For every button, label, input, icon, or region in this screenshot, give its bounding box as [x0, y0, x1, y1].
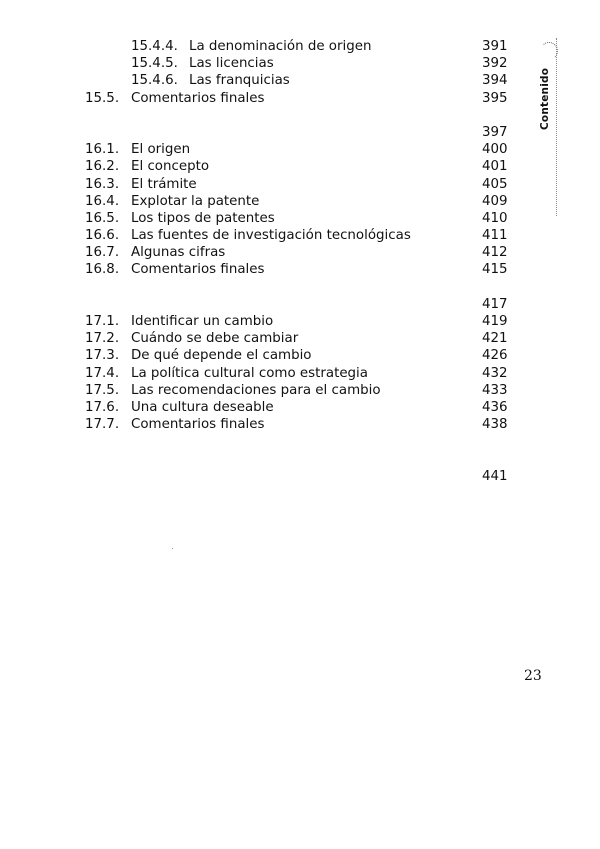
entry-title: De qué depende el cambio	[131, 348, 312, 364]
entry-page: 411	[482, 228, 508, 244]
entry-number: 15.4.6.	[131, 73, 178, 89]
entry-page: 436	[482, 399, 508, 415]
toc-entry	[0, 347, 600, 364]
entry-number: 15.4.5.	[131, 56, 178, 72]
entry-page: 432	[482, 365, 508, 381]
sidebar-label: Contenido	[539, 67, 551, 130]
entry-page: 401	[482, 159, 508, 175]
entry-page: 421	[482, 331, 508, 347]
entry-number: 15.5.	[85, 90, 120, 106]
entry-title: La denominación de origen	[189, 39, 372, 54]
toc-entry	[0, 90, 600, 107]
toc-entry	[0, 141, 600, 158]
entry-title: El concepto	[131, 159, 210, 175]
chapter-17-page: 417	[482, 296, 508, 312]
entry-page: 394	[482, 73, 508, 89]
entry-title: Los tipos de patentes	[131, 210, 275, 226]
table-of-contents	[0, 38, 600, 485]
entry-page: 391	[482, 39, 508, 54]
spacer	[0, 107, 600, 124]
entry-title: Una cultura deseable	[131, 399, 274, 415]
final-page: 441	[482, 468, 508, 484]
toc-entry	[0, 382, 600, 399]
entry-number: 16.8.	[85, 262, 120, 278]
entry-title: Las recomendaciones para el cambio	[131, 382, 381, 398]
entry-title: Las franquicias	[189, 73, 290, 89]
entry-title: Comentarios finales	[131, 417, 265, 433]
entry-number: 17.7.	[85, 417, 120, 433]
entry-number: 17.3.	[85, 348, 120, 364]
toc-entry	[0, 176, 600, 193]
section-sidebar	[536, 38, 562, 218]
toc-entry	[0, 399, 600, 416]
entry-title: El origen	[131, 142, 191, 158]
entry-title: Las licencias	[189, 56, 274, 72]
entry-page: 410	[482, 210, 508, 226]
spacer	[0, 451, 600, 468]
entry-title: Las fuentes de investigación tecnológicas	[131, 228, 411, 244]
toc-entry	[0, 416, 600, 433]
page-number: 23	[524, 668, 542, 684]
toc-entry	[0, 365, 600, 382]
entry-number: 16.3.	[85, 176, 120, 192]
entry-number: 17.6.	[85, 399, 120, 415]
entry-number: 17.4.	[85, 365, 120, 381]
entry-title: El trámite	[131, 176, 197, 192]
toc-entry	[0, 72, 600, 89]
entry-page: 426	[482, 348, 508, 364]
entry-number: 16.5.	[85, 210, 120, 226]
entry-page: 419	[482, 314, 508, 329]
entry-number: 16.2.	[85, 159, 120, 175]
entry-page: 433	[482, 382, 508, 398]
toc-entry	[0, 244, 600, 261]
entry-page: 405	[482, 176, 508, 192]
entry-title: Explotar la patente	[131, 193, 260, 209]
entry-number: 15.4.4.	[131, 39, 178, 54]
chapter-16-page: 397	[482, 124, 508, 140]
entry-title: La política cultural como estrategia	[131, 365, 368, 381]
toc-entry	[0, 158, 600, 175]
entry-number: 17.1.	[85, 314, 120, 329]
entry-page: 392	[482, 56, 508, 72]
entry-number: 17.2.	[85, 331, 120, 347]
toc-entry	[0, 210, 600, 227]
entry-page: 412	[482, 245, 508, 261]
entry-page: 438	[482, 417, 508, 433]
final-entry	[0, 468, 600, 485]
toc-entry	[0, 227, 600, 244]
spacer	[0, 279, 600, 296]
entry-page: 400	[482, 142, 508, 158]
chapter-17-entry	[0, 296, 600, 313]
entry-page: 409	[482, 193, 508, 209]
entry-title: Algunas cifras	[131, 245, 226, 261]
entry-number: 16.1.	[85, 142, 120, 158]
toc-entry	[0, 261, 600, 278]
entry-number: 16.4.	[85, 193, 120, 209]
chapter-16-entry	[0, 124, 600, 141]
toc-entry	[0, 38, 600, 55]
entry-page: 395	[482, 90, 508, 106]
entry-title: Comentarios finales	[131, 90, 265, 106]
spacer	[0, 433, 600, 450]
entry-title: Comentarios finales	[131, 262, 265, 278]
print-speck	[172, 548, 173, 549]
toc-entry	[0, 193, 600, 210]
toc-entry	[0, 330, 600, 347]
toc-entry	[0, 55, 600, 72]
toc-entry	[0, 313, 600, 330]
entry-number: 16.6.	[85, 228, 120, 244]
entry-title: Cuándo se debe cambiar	[131, 331, 299, 347]
dotted-rule	[556, 38, 557, 216]
entry-number: 16.7.	[85, 245, 120, 261]
entry-page: 415	[482, 262, 508, 278]
entry-number: 17.5.	[85, 382, 120, 398]
entry-title: Identificar un cambio	[131, 314, 274, 329]
